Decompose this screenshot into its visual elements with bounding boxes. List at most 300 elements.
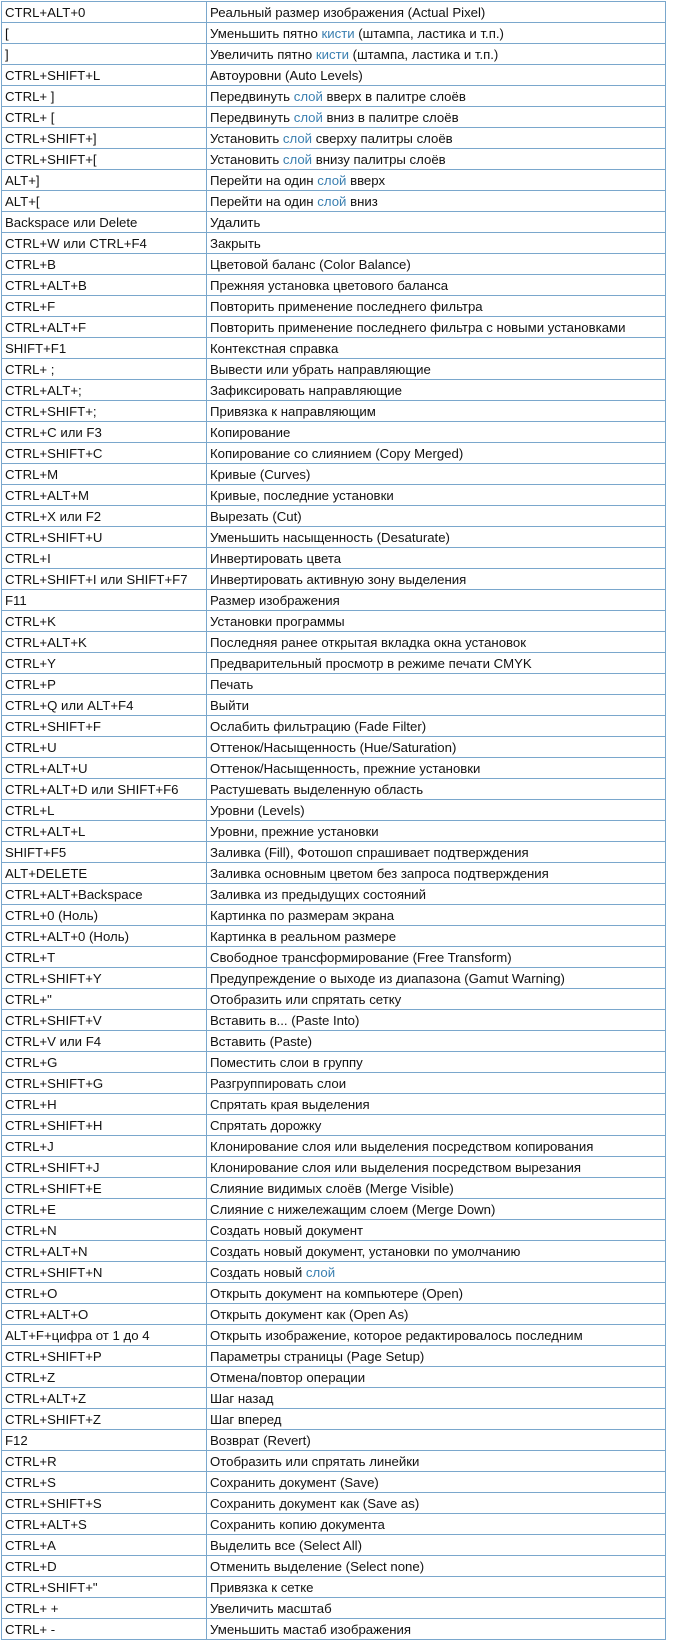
shortcut-description-cell bbox=[207, 1325, 666, 1346]
shortcut-description-cell bbox=[207, 527, 666, 548]
description-text: Привязка к направляющим bbox=[210, 403, 376, 419]
shortcut-key-cell: CTRL+P bbox=[2, 674, 207, 695]
shortcut-key-cell: CTRL+SHIFT+N bbox=[2, 1262, 207, 1283]
table-row bbox=[2, 191, 666, 212]
description-text: Вставить (Paste) bbox=[210, 1033, 313, 1049]
table-row bbox=[2, 1451, 666, 1472]
shortcut-description-cell bbox=[207, 1430, 666, 1451]
shortcut-description-cell bbox=[207, 1283, 666, 1304]
description-text: Создать новый документ, установки по умолчанию bbox=[210, 1243, 521, 1259]
shortcut-description-cell bbox=[207, 1199, 666, 1220]
table-row bbox=[2, 1367, 666, 1388]
description-text: Спрятать края выделения bbox=[210, 1096, 370, 1112]
description-text: Отобразить или спрятать сетку bbox=[210, 991, 402, 1007]
table-row bbox=[2, 1220, 666, 1241]
table-row bbox=[2, 548, 666, 569]
table-row bbox=[2, 1136, 666, 1157]
description-text: вверх bbox=[346, 172, 386, 188]
shortcut-description-cell bbox=[207, 1598, 666, 1619]
description-text: Параметры страницы (Page Setup) bbox=[210, 1348, 425, 1364]
table-row bbox=[2, 1493, 666, 1514]
table-row bbox=[2, 863, 666, 884]
description-text: Кривые (Curves) bbox=[210, 466, 311, 482]
shortcut-description-cell bbox=[207, 23, 666, 44]
description-text: Перейти на один bbox=[210, 172, 318, 188]
description-text: Отмена/повтор операции bbox=[210, 1369, 366, 1385]
table-row bbox=[2, 611, 666, 632]
description-text: Размер изображения bbox=[210, 592, 340, 608]
description-text: Копирование со слиянием (Copy Merged) bbox=[210, 445, 464, 461]
shortcut-key-cell: CTRL+ALT+O bbox=[2, 1304, 207, 1325]
shortcut-key-cell: CTRL+X или F2 bbox=[2, 506, 207, 527]
table-row bbox=[2, 1619, 666, 1640]
table-row bbox=[2, 737, 666, 758]
shortcut-key-cell: F11 bbox=[2, 590, 207, 611]
description-text: Печать bbox=[210, 676, 254, 692]
shortcut-description-cell bbox=[207, 380, 666, 401]
shortcut-key-cell: ALT+F+цифра от 1 до 4 bbox=[2, 1325, 207, 1346]
description-text: Сохранить документ как (Save as) bbox=[210, 1495, 420, 1511]
shortcut-description-cell bbox=[207, 1619, 666, 1640]
table-row bbox=[2, 1472, 666, 1493]
shortcut-description-cell bbox=[207, 1535, 666, 1556]
shortcut-key-cell: F12 bbox=[2, 1430, 207, 1451]
shortcut-key-cell: CTRL+ALT+0 bbox=[2, 2, 207, 23]
description-text: Повторить применение последнего фильтра с новыми установками bbox=[210, 319, 626, 335]
table-row bbox=[2, 653, 666, 674]
description-text: Автоуровни (Auto Levels) bbox=[210, 67, 363, 83]
shortcut-key-cell: CTRL+W или CTRL+F4 bbox=[2, 233, 207, 254]
description-text: Шаг назад bbox=[210, 1390, 274, 1406]
shortcut-key-cell: CTRL+H bbox=[2, 1094, 207, 1115]
table-row bbox=[2, 590, 666, 611]
table-row bbox=[2, 422, 666, 443]
table-row bbox=[2, 401, 666, 422]
shortcut-description-cell bbox=[207, 1472, 666, 1493]
shortcut-key-cell: CTRL+Y bbox=[2, 653, 207, 674]
description-text: Открыть изображение, которое редактировалось последним bbox=[210, 1327, 583, 1343]
table-row bbox=[2, 1556, 666, 1577]
glossary-link[interactable]: кисти bbox=[321, 25, 355, 41]
shortcut-description-cell bbox=[207, 653, 666, 674]
table-row bbox=[2, 1388, 666, 1409]
shortcut-key-cell: CTRL+ALT+Backspace bbox=[2, 884, 207, 905]
glossary-link[interactable]: слой bbox=[317, 193, 347, 209]
shortcut-key-cell: CTRL+ [ bbox=[2, 107, 207, 128]
table-row bbox=[2, 275, 666, 296]
table-row bbox=[2, 233, 666, 254]
shortcut-key-cell: CTRL+SHIFT+" bbox=[2, 1577, 207, 1598]
shortcut-key-cell: CTRL+SHIFT+H bbox=[2, 1115, 207, 1136]
description-text: Цветовой баланс (Color Balance) bbox=[210, 256, 411, 272]
shortcut-key-cell: CTRL+ALT+L bbox=[2, 821, 207, 842]
shortcut-key-cell: CTRL+ALT+B bbox=[2, 275, 207, 296]
glossary-link[interactable]: слой bbox=[293, 88, 323, 104]
glossary-link[interactable]: кисти bbox=[315, 46, 350, 62]
table-row bbox=[2, 485, 666, 506]
table-row bbox=[2, 1094, 666, 1115]
shortcut-key-cell: CTRL+SHIFT+Y bbox=[2, 968, 207, 989]
shortcut-key-cell: CTRL+M bbox=[2, 464, 207, 485]
shortcut-key-cell: CTRL+R bbox=[2, 1451, 207, 1472]
shortcut-table bbox=[1, 1, 666, 1640]
shortcut-description-cell bbox=[207, 422, 666, 443]
shortcut-description-cell bbox=[207, 1220, 666, 1241]
description-text: Заливка основным цветом без запроса подтверждения bbox=[210, 865, 549, 881]
table-row bbox=[2, 1199, 666, 1220]
shortcut-description-cell bbox=[207, 1010, 666, 1031]
shortcut-description-cell bbox=[207, 1346, 666, 1367]
glossary-link[interactable]: слой bbox=[293, 109, 323, 125]
description-text: Выйти bbox=[210, 697, 250, 713]
shortcut-description-cell bbox=[207, 296, 666, 317]
shortcut-description-cell bbox=[207, 506, 666, 527]
shortcut-description-cell bbox=[207, 1556, 666, 1577]
description-text: Шаг вперед bbox=[210, 1411, 282, 1427]
shortcut-key-cell: CTRL+SHIFT+I или SHIFT+F7 bbox=[2, 569, 207, 590]
table-row bbox=[2, 1157, 666, 1178]
table-row bbox=[2, 905, 666, 926]
shortcut-key-cell: CTRL+ALT+Z bbox=[2, 1388, 207, 1409]
table-row bbox=[2, 296, 666, 317]
shortcut-description-cell bbox=[207, 1409, 666, 1430]
shortcut-key-cell: CTRL+ALT+S bbox=[2, 1514, 207, 1535]
table-row bbox=[2, 2, 666, 23]
shortcut-description-cell bbox=[207, 611, 666, 632]
description-text: Открыть документ как (Open As) bbox=[210, 1306, 409, 1322]
shortcut-description-cell bbox=[207, 632, 666, 653]
shortcut-key-cell: CTRL+" bbox=[2, 989, 207, 1010]
table-row bbox=[2, 989, 666, 1010]
description-text: Передвинуть bbox=[210, 88, 294, 104]
shortcut-key-cell: CTRL+L bbox=[2, 800, 207, 821]
description-text: Создать новый документ bbox=[210, 1222, 364, 1238]
description-text: вниз в палитре слоёв bbox=[322, 109, 459, 125]
description-text: Картинка в реальном размере bbox=[210, 928, 397, 944]
glossary-link[interactable]: слой bbox=[305, 1264, 336, 1280]
description-text: Оттенок/Насыщенность, прежние установки bbox=[210, 760, 481, 776]
table-row bbox=[2, 1514, 666, 1535]
shortcut-key-cell: CTRL+SHIFT+[ bbox=[2, 149, 207, 170]
description-text: Привязка к сетке bbox=[210, 1579, 314, 1595]
table-row bbox=[2, 443, 666, 464]
table-row bbox=[2, 1430, 666, 1451]
shortcut-description-cell bbox=[207, 590, 666, 611]
shortcut-description-cell bbox=[207, 191, 666, 212]
shortcut-description-cell bbox=[207, 926, 666, 947]
description-text: Вырезать (Cut) bbox=[210, 508, 302, 524]
description-text: Поместить слои в группу bbox=[210, 1054, 363, 1070]
table-row bbox=[2, 821, 666, 842]
shortcut-description-cell bbox=[207, 485, 666, 506]
shortcut-key-cell: CTRL+SHIFT+P bbox=[2, 1346, 207, 1367]
table-row bbox=[2, 506, 666, 527]
description-text: Отменить выделение (Select none) bbox=[210, 1558, 425, 1574]
shortcut-key-cell: CTRL+A bbox=[2, 1535, 207, 1556]
description-text: Установить bbox=[210, 130, 283, 146]
table-body bbox=[2, 2, 666, 1640]
shortcut-description-cell bbox=[207, 443, 666, 464]
shortcut-key-cell: CTRL+SHIFT+; bbox=[2, 401, 207, 422]
shortcut-description-cell bbox=[207, 170, 666, 191]
description-text: Спрятать дорожку bbox=[210, 1117, 322, 1133]
table-row bbox=[2, 65, 666, 86]
description-text: Уменьшить пятно bbox=[210, 25, 322, 41]
description-text: вверх в палитре слоёв bbox=[322, 88, 466, 104]
shortcut-description-cell bbox=[207, 989, 666, 1010]
shortcut-description-cell bbox=[207, 905, 666, 926]
table-row bbox=[2, 359, 666, 380]
shortcut-description-cell bbox=[207, 884, 666, 905]
shortcut-description-cell bbox=[207, 1304, 666, 1325]
shortcut-key-cell: CTRL+O bbox=[2, 1283, 207, 1304]
table-row bbox=[2, 317, 666, 338]
description-text: Контекстная справка bbox=[210, 340, 339, 356]
shortcut-description-cell bbox=[207, 86, 666, 107]
shortcut-description-cell bbox=[207, 338, 666, 359]
description-text: Установки программы bbox=[210, 613, 345, 629]
description-text: Реальный размер изображения (Actual Pixel) bbox=[210, 4, 486, 20]
shortcut-key-cell: [ bbox=[2, 23, 207, 44]
description-text: Растушевать выделенную область bbox=[210, 781, 424, 797]
shortcut-key-cell: CTRL+E bbox=[2, 1199, 207, 1220]
table-row bbox=[2, 23, 666, 44]
shortcut-key-cell: CTRL+0 (Ноль) bbox=[2, 905, 207, 926]
table-row bbox=[2, 1178, 666, 1199]
shortcut-description-cell bbox=[207, 212, 666, 233]
shortcut-description-cell bbox=[207, 359, 666, 380]
description-text: Создать новый bbox=[210, 1264, 306, 1280]
table-row bbox=[2, 338, 666, 359]
shortcut-key-cell: CTRL+ + bbox=[2, 1598, 207, 1619]
description-text: Уменьшить насыщенность (Desaturate) bbox=[210, 529, 450, 545]
shortcut-description-cell bbox=[207, 800, 666, 821]
description-text: Клонирование слоя или выделения посредством вырезания bbox=[210, 1159, 581, 1175]
description-text: Выделить все (Select All) bbox=[210, 1537, 362, 1553]
shortcut-description-cell bbox=[207, 1451, 666, 1472]
shortcut-description-cell bbox=[207, 1262, 666, 1283]
description-text: сверху палитры слоёв bbox=[312, 130, 453, 146]
shortcut-description-cell bbox=[207, 65, 666, 86]
table-row bbox=[2, 128, 666, 149]
shortcut-key-cell: CTRL+ALT+F bbox=[2, 317, 207, 338]
shortcut-key-cell: CTRL+Z bbox=[2, 1367, 207, 1388]
description-text: Вставить в... (Paste Into) bbox=[210, 1012, 360, 1028]
description-text: Предварительный просмотр в режиме печати CMYK bbox=[210, 655, 532, 671]
shortcut-key-cell: CTRL+ ] bbox=[2, 86, 207, 107]
shortcut-description-cell bbox=[207, 1367, 666, 1388]
shortcut-key-cell: CTRL+S bbox=[2, 1472, 207, 1493]
shortcut-description-cell bbox=[207, 779, 666, 800]
description-text: Предупреждение о выходе из диапазона (Gamut Warning) bbox=[210, 970, 565, 986]
description-text: Увеличить пятно bbox=[210, 46, 316, 62]
description-text: Клонирование слоя или выделения посредством копирования bbox=[210, 1138, 594, 1154]
shortcut-description-cell bbox=[207, 674, 666, 695]
table-row bbox=[2, 1283, 666, 1304]
table-row bbox=[2, 1409, 666, 1430]
shortcut-description-cell bbox=[207, 1241, 666, 1262]
description-text: Установить bbox=[210, 151, 283, 167]
table-row bbox=[2, 674, 666, 695]
description-text: Кривые, последние установки bbox=[210, 487, 394, 503]
shortcut-key-cell: CTRL+N bbox=[2, 1220, 207, 1241]
description-text: Ослабить фильтрацию (Fade Filter) bbox=[210, 718, 427, 734]
table-row bbox=[2, 842, 666, 863]
table-row bbox=[2, 1598, 666, 1619]
shortcut-description-cell bbox=[207, 275, 666, 296]
table-row bbox=[2, 1010, 666, 1031]
shortcut-key-cell: CTRL+ALT+D или SHIFT+F6 bbox=[2, 779, 207, 800]
description-text: Инвертировать активную зону выделения bbox=[210, 571, 467, 587]
shortcut-key-cell: CTRL+ALT+; bbox=[2, 380, 207, 401]
description-text: Удалить bbox=[210, 214, 261, 230]
table-row bbox=[2, 170, 666, 191]
shortcut-description-cell bbox=[207, 1178, 666, 1199]
shortcut-description-cell bbox=[207, 1493, 666, 1514]
table-row bbox=[2, 1031, 666, 1052]
table-row bbox=[2, 1241, 666, 1262]
shortcut-description-cell bbox=[207, 569, 666, 590]
description-text: внизу палитры слоёв bbox=[312, 151, 446, 167]
description-text: Разгруппировать слои bbox=[210, 1075, 347, 1091]
shortcut-key-cell: Backspace или Delete bbox=[2, 212, 207, 233]
description-text: Копирование bbox=[210, 424, 291, 440]
table-row bbox=[2, 1577, 666, 1598]
description-text: Инвертировать цвета bbox=[210, 550, 342, 566]
shortcut-key-cell: CTRL+SHIFT+C bbox=[2, 443, 207, 464]
table-row bbox=[2, 758, 666, 779]
shortcut-key-cell: SHIFT+F1 bbox=[2, 338, 207, 359]
shortcut-description-cell bbox=[207, 44, 666, 65]
table-row bbox=[2, 800, 666, 821]
table-row bbox=[2, 86, 666, 107]
shortcut-key-cell: CTRL+SHIFT+E bbox=[2, 1178, 207, 1199]
table-row bbox=[2, 1325, 666, 1346]
table-row bbox=[2, 716, 666, 737]
table-row bbox=[2, 947, 666, 968]
shortcut-description-cell bbox=[207, 1073, 666, 1094]
description-text: вниз bbox=[346, 193, 378, 209]
shortcut-description-cell bbox=[207, 758, 666, 779]
shortcut-description-cell bbox=[207, 128, 666, 149]
shortcut-description-cell bbox=[207, 401, 666, 422]
description-text: Заливка из предыдущих состояний bbox=[210, 886, 427, 902]
shortcut-key-cell: CTRL+ ; bbox=[2, 359, 207, 380]
shortcut-description-cell bbox=[207, 1157, 666, 1178]
table-row bbox=[2, 1346, 666, 1367]
shortcut-key-cell: ] bbox=[2, 44, 207, 65]
table-row bbox=[2, 1535, 666, 1556]
description-text: Отобразить или спрятать линейки bbox=[210, 1453, 420, 1469]
description-text: Сохранить копию документа bbox=[210, 1516, 385, 1532]
shortcut-description-cell bbox=[207, 233, 666, 254]
shortcut-description-cell bbox=[207, 716, 666, 737]
shortcut-key-cell: CTRL+I bbox=[2, 548, 207, 569]
table-row bbox=[2, 107, 666, 128]
shortcut-description-cell bbox=[207, 1514, 666, 1535]
shortcut-key-cell: ALT+] bbox=[2, 170, 207, 191]
table-row bbox=[2, 1052, 666, 1073]
shortcut-key-cell: CTRL+SHIFT+U bbox=[2, 527, 207, 548]
table-row bbox=[2, 884, 666, 905]
shortcut-description-cell bbox=[207, 695, 666, 716]
shortcut-key-cell: CTRL+SHIFT+Z bbox=[2, 1409, 207, 1430]
shortcut-description-cell bbox=[207, 254, 666, 275]
shortcut-description-cell bbox=[207, 968, 666, 989]
shortcut-key-cell: CTRL+SHIFT+J bbox=[2, 1157, 207, 1178]
description-text: (штампа, ластика и т.п.) bbox=[349, 46, 499, 62]
shortcut-key-cell: CTRL+SHIFT+] bbox=[2, 128, 207, 149]
shortcut-key-cell: CTRL+J bbox=[2, 1136, 207, 1157]
shortcut-key-cell: CTRL+ALT+U bbox=[2, 758, 207, 779]
description-text: Слияние видимых слоёв (Merge Visible) bbox=[210, 1180, 454, 1196]
description-text: Картинка по размерам экрана bbox=[210, 907, 395, 923]
glossary-link[interactable]: слой bbox=[317, 172, 347, 188]
description-text: Закрыть bbox=[210, 235, 261, 251]
table-row bbox=[2, 212, 666, 233]
shortcut-key-cell: CTRL+D bbox=[2, 1556, 207, 1577]
shortcut-key-cell: CTRL+K bbox=[2, 611, 207, 632]
shortcut-description-cell bbox=[207, 1388, 666, 1409]
description-text: Оттенок/Насыщенность (Hue/Saturation) bbox=[210, 739, 457, 755]
description-text: Сохранить документ (Save) bbox=[210, 1474, 379, 1490]
shortcut-description-cell bbox=[207, 107, 666, 128]
description-text: Слияние с нижележащим слоем (Merge Down) bbox=[210, 1201, 496, 1217]
description-text: Повторить применение последнего фильтра bbox=[210, 298, 483, 314]
shortcut-key-cell: CTRL+SHIFT+S bbox=[2, 1493, 207, 1514]
shortcut-key-cell: CTRL+C или F3 bbox=[2, 422, 207, 443]
shortcut-description-cell bbox=[207, 548, 666, 569]
table-row bbox=[2, 1262, 666, 1283]
shortcut-description-cell bbox=[207, 1052, 666, 1073]
shortcut-key-cell: CTRL+U bbox=[2, 737, 207, 758]
description-text: Свободное трансформирование (Free Transform) bbox=[210, 949, 512, 965]
shortcut-description-cell bbox=[207, 863, 666, 884]
glossary-link[interactable]: слой bbox=[282, 151, 313, 167]
description-text: Вывести или убрать направляющие bbox=[210, 361, 431, 377]
description-text: Зафиксировать направляющие bbox=[210, 382, 402, 398]
table-row bbox=[2, 1304, 666, 1325]
description-text: Перейти на один bbox=[210, 193, 318, 209]
table-row bbox=[2, 527, 666, 548]
table-row bbox=[2, 254, 666, 275]
shortcut-key-cell: CTRL+ALT+N bbox=[2, 1241, 207, 1262]
shortcut-key-cell: SHIFT+F5 bbox=[2, 842, 207, 863]
shortcut-description-cell bbox=[207, 1115, 666, 1136]
description-text: Уровни, прежние установки bbox=[210, 823, 379, 839]
glossary-link[interactable]: слой bbox=[282, 130, 313, 146]
table-row bbox=[2, 926, 666, 947]
table-row bbox=[2, 779, 666, 800]
table-row bbox=[2, 464, 666, 485]
description-text: Возврат (Revert) bbox=[210, 1432, 311, 1448]
shortcut-description-cell bbox=[207, 842, 666, 863]
table-row bbox=[2, 149, 666, 170]
description-text: Увеличить масштаб bbox=[210, 1600, 332, 1616]
shortcut-description-cell bbox=[207, 737, 666, 758]
shortcut-key-cell: CTRL+Q или ALT+F4 bbox=[2, 695, 207, 716]
table-row bbox=[2, 695, 666, 716]
shortcut-key-cell: ALT+[ bbox=[2, 191, 207, 212]
table-row bbox=[2, 968, 666, 989]
shortcut-key-cell: CTRL+SHIFT+G bbox=[2, 1073, 207, 1094]
shortcut-key-cell: CTRL+ALT+0 (Ноль) bbox=[2, 926, 207, 947]
description-text: Уменьшить мастаб изображения bbox=[210, 1621, 412, 1637]
table-row bbox=[2, 1073, 666, 1094]
shortcut-key-cell: CTRL+SHIFT+V bbox=[2, 1010, 207, 1031]
shortcut-description-cell bbox=[207, 821, 666, 842]
description-text: Последняя ранее открытая вкладка окна установок bbox=[210, 634, 526, 650]
